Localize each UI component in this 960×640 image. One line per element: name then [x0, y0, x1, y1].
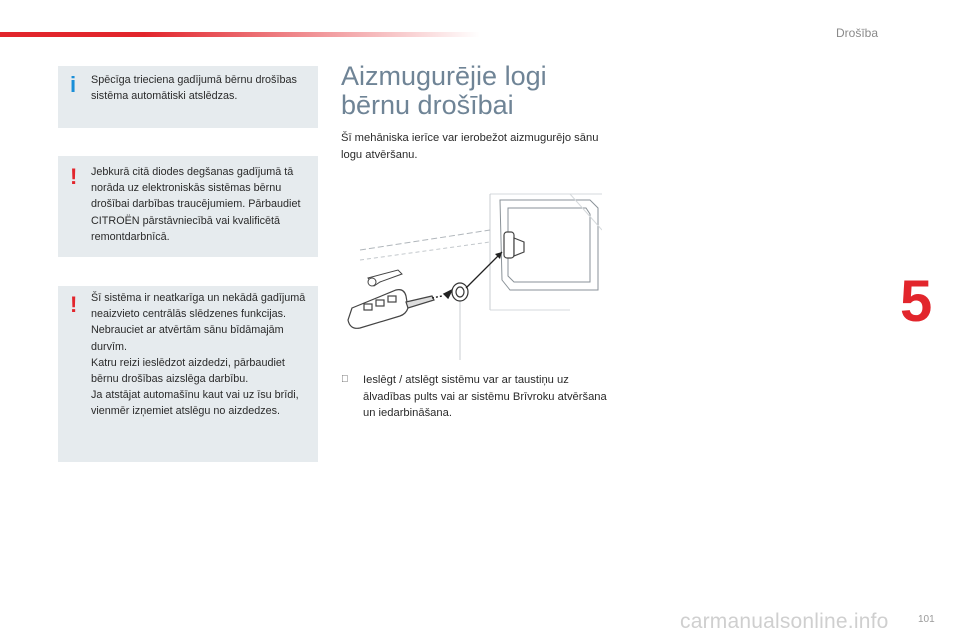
warning-note-2 — [58, 286, 318, 462]
warning-note-2-text — [91, 290, 312, 420]
bullet-icon — [341, 372, 349, 389]
warning-note-1 — [58, 156, 318, 257]
page-title — [341, 62, 547, 120]
page-title-line-2: bērnu drošībai — [341, 90, 514, 120]
instruction-text: Ieslēgt / atslēgt sistēmu var ar taustiņu uz ālvadības pults vai ar sistēmu Brīvroku atvēršana un iedarbināšana. — [363, 374, 607, 419]
warning-note-2-line: Šī sistēma ir neatkarīga un nekādā gadījumā neaizvieto centrālās slēdzenes funkcijas. — [91, 292, 306, 321]
info-note-paragraph: Spēcīga trieciena gadījumā bērnu drošības sistēma automātiski atslēdzas. — [91, 74, 297, 103]
section-title: Drošība — [836, 26, 879, 40]
header-accent-bar — [0, 32, 480, 37]
page-number: 101 — [918, 614, 935, 625]
page-title-line-1: Aizmugurējie logi — [341, 61, 547, 91]
warning-note-1-paragraph: Jebkurā citā diodes degšanas gadījumā tā norāda uz elektroniskās sistēmas bērnu drošībai darbības traucējumiem. Pārbaudiet CITROËN pārstāvniecībā vai kvalificētā remontdarbnīcā. — [91, 166, 301, 243]
warning-note-2-line: Nebrauciet ar atvērtām sānu bīdāmajām durvīm. — [91, 324, 284, 353]
warning-icon: ! — [70, 292, 78, 317]
instruction-bullet — [341, 372, 611, 422]
child-lock-illustration — [340, 190, 602, 360]
chapter-number: 5 — [900, 269, 933, 334]
info-note — [58, 66, 318, 128]
warning-icon: ! — [70, 164, 78, 189]
watermark: carmanualsonline.info — [680, 610, 889, 633]
info-icon: i — [70, 72, 77, 97]
warning-note-1-text — [91, 164, 312, 245]
intro-text: Šī mehāniska ierīce var ierobežot aizmugurējo sānu logu atvēršanu. — [341, 132, 599, 161]
warning-note-2-line: Katru reizi ieslēdzot aizdedzi, pārbaudiet bērnu drošības aizslēga darbību. — [91, 356, 285, 386]
warning-note-2-line: Ja atstājat automašīnu kaut vai uz īsu brīdi, vienmēr izņemiet atslēgu no aizdedzes. — [91, 389, 299, 418]
info-note-text — [91, 72, 312, 104]
